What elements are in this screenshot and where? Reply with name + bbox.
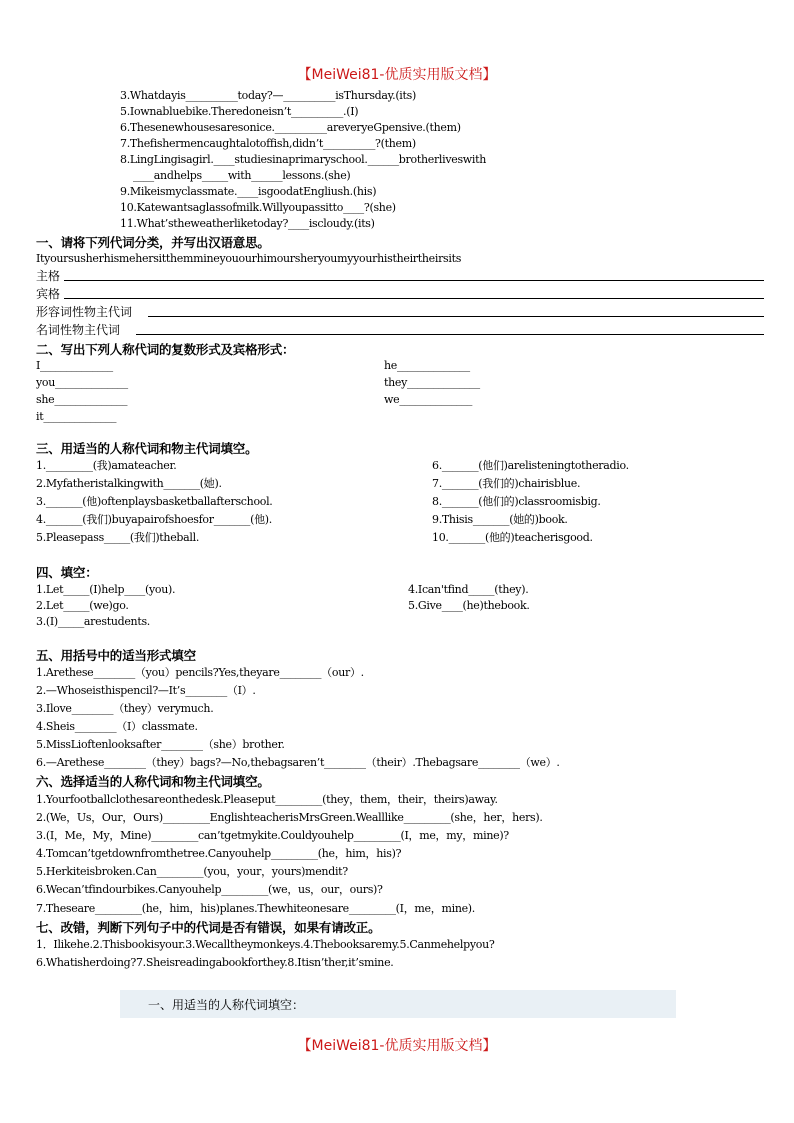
list-item: 5.Herkiteisbroken.Can_________(you，your，yours)mendit? bbox=[36, 865, 348, 878]
list-item: 3.Whatdayis__________today?—__________isThursday.(its) bbox=[120, 89, 416, 102]
category-label: 宾格 bbox=[36, 287, 61, 301]
list-item: 7.Theseare_________(he，him，his)planes.Thewhiteonesare_________(I，me，mine). bbox=[36, 902, 475, 915]
next-section-title: 一、用适当的人称代词填空： bbox=[148, 998, 305, 1012]
section-3-title: 三、用适当的人称代词和物主代词填空。 bbox=[36, 441, 258, 456]
list-item: she______________ bbox=[36, 393, 128, 406]
list-item: it______________ bbox=[36, 410, 117, 423]
list-item: 2.—Whoseisthispencil?—It’s________（I）. bbox=[36, 684, 256, 697]
list-item: 5.Iownabluebike.Theredoneisn’t__________.(I) bbox=[120, 105, 359, 118]
list-item: 3.(I)_____arestudents. bbox=[36, 615, 150, 628]
category-label: 形容词性物主代词 bbox=[36, 305, 133, 319]
list-item: 10.Katewantsaglassofmilk.Willyoupassitto____?(she) bbox=[120, 201, 396, 214]
list-item: 6.Wecan’tfindourbikes.Canyouhelp_________(we，us，our，ours)? bbox=[36, 883, 383, 896]
answer-line[interactable] bbox=[64, 280, 764, 281]
list-item: 5.MissLioftenlooksafter________（she）brother. bbox=[36, 738, 285, 751]
list-item: 2.(We，Us，Our，Ours)_________EnglishteacherisMrsGreen.Wealllike_________(she，her，hers). bbox=[36, 811, 543, 824]
list-item: 2.Myfatheristalkingwith_______(她). bbox=[36, 477, 222, 490]
category-row bbox=[36, 285, 764, 301]
brand-header: 【MeiWei81-优质实用版文档】 bbox=[297, 67, 497, 83]
list-item: you______________ bbox=[36, 376, 128, 389]
list-item: 4.Tomcan’tgetdownfromthetree.Canyouhelp_________(he，him，his)? bbox=[36, 847, 402, 860]
list-item: 10._______(他的)teacherisgood. bbox=[432, 531, 593, 544]
list-item: 9.Thisis_______(她的)book. bbox=[432, 513, 568, 526]
list-item: 4.Sheis________（I）classmate. bbox=[36, 720, 198, 733]
category-label: 名词性物主代词 bbox=[36, 323, 121, 337]
list-item: 3.(I，Me，My，Mine)_________can’tgetmykite.Couldyouhelp_________(I，me，my，mine)? bbox=[36, 829, 509, 842]
list-item: 6.Whatisherdoing?7.Sheisreadingabookforthey.8.Itisn’ther,it’smine. bbox=[36, 956, 394, 969]
section-2-title: 二、写出下列人称代词的复数形式及宾格形式： bbox=[36, 342, 295, 357]
section-7-title: 七、改错，判断下列句子中的代词是否有错误，如果有请改正。 bbox=[36, 920, 381, 935]
category-row bbox=[36, 303, 764, 319]
list-item: 6.Thesenewhousesaresonice.__________areveryeGpensive.(them) bbox=[120, 121, 461, 134]
section-4-title: 四、填空： bbox=[36, 565, 98, 580]
list-item: 7.Thefishermencaughtalotoffish,didn’t__________?(them) bbox=[120, 137, 416, 150]
list-item: 6._______(他们)arelisteningtotheradio. bbox=[432, 459, 629, 472]
answer-line[interactable] bbox=[136, 334, 764, 335]
list-item: 3._______(他)oftenplaysbasketballafterschool. bbox=[36, 495, 273, 508]
list-item: ____andhelps_____with______lessons.(she) bbox=[133, 169, 351, 182]
list-item: 1.Yourfootballclothesareonthedesk.Pleaseput_________(they，them，their，theirs)away. bbox=[36, 793, 498, 806]
next-section-banner bbox=[120, 990, 676, 1018]
section-5-title: 五、用括号中的适当形式填空 bbox=[36, 648, 196, 663]
list-item: 5.Pleasepass_____(我们)theball. bbox=[36, 531, 200, 544]
answer-line[interactable] bbox=[64, 298, 764, 299]
category-label: 主格 bbox=[36, 269, 61, 283]
brand-footer: 【MeiWei81-优质实用版文档】 bbox=[297, 1038, 497, 1054]
list-item: 5.Give____(he)thebook. bbox=[408, 599, 530, 612]
list-item: 1.Arethese________（you）pencils?Yes,theyare________（our）. bbox=[36, 666, 364, 679]
word-bank: Ityoursusherhismehersitthemmineyouourhimoursheryoumyyourhistheirtheirsits bbox=[36, 252, 462, 265]
section-1-title: 一、请将下列代词分类，并写出汉语意思。 bbox=[36, 235, 270, 250]
section-6-title: 六、选择适当的人称代词和物主代词填空。 bbox=[36, 774, 270, 789]
list-item: 11.What’stheweatherliketoday?____iscloudy.(its) bbox=[120, 217, 375, 230]
answer-line[interactable] bbox=[148, 316, 764, 317]
list-item: 9.Mikeismyclassmate.____isgoodatEngliush.(his) bbox=[120, 185, 377, 198]
list-item: 2.Let_____(we)go. bbox=[36, 599, 129, 612]
category-row bbox=[36, 267, 764, 283]
list-item: 8._______(他们的)classroomisbig. bbox=[432, 495, 601, 508]
list-item: 1._________(我)amateacher. bbox=[36, 459, 177, 472]
list-item: 1.Let_____(I)help____(you). bbox=[36, 583, 176, 596]
list-item: he______________ bbox=[384, 359, 470, 372]
list-item: I______________ bbox=[36, 359, 113, 372]
list-item: 6.—Arethese________（they）bags?—No,thebagsaren’t________（their）.Thebagsare________（we）. bbox=[36, 756, 560, 769]
list-item: 4.Ican'tfind_____(they). bbox=[408, 583, 529, 596]
list-item: 1．Ilikehe.2.Thisbookisyour.3.Wecallthey​monkeys.4.Thebooksaremy.5.Canmehelpyou? bbox=[36, 938, 495, 951]
list-item: 3.Ilove________（they）verymuch. bbox=[36, 702, 214, 715]
list-item: 8.LingLingisagirl.____studiesinaprimaryschool.______brotherliveswith bbox=[120, 153, 487, 166]
list-item: 7._______(我们的)chairisblue. bbox=[432, 477, 581, 490]
list-item: they______________ bbox=[384, 376, 480, 389]
list-item: 4._______(我们)buyapairofshoesfor_______(他). bbox=[36, 513, 272, 526]
category-row bbox=[36, 321, 764, 337]
list-item: we______________ bbox=[384, 393, 473, 406]
